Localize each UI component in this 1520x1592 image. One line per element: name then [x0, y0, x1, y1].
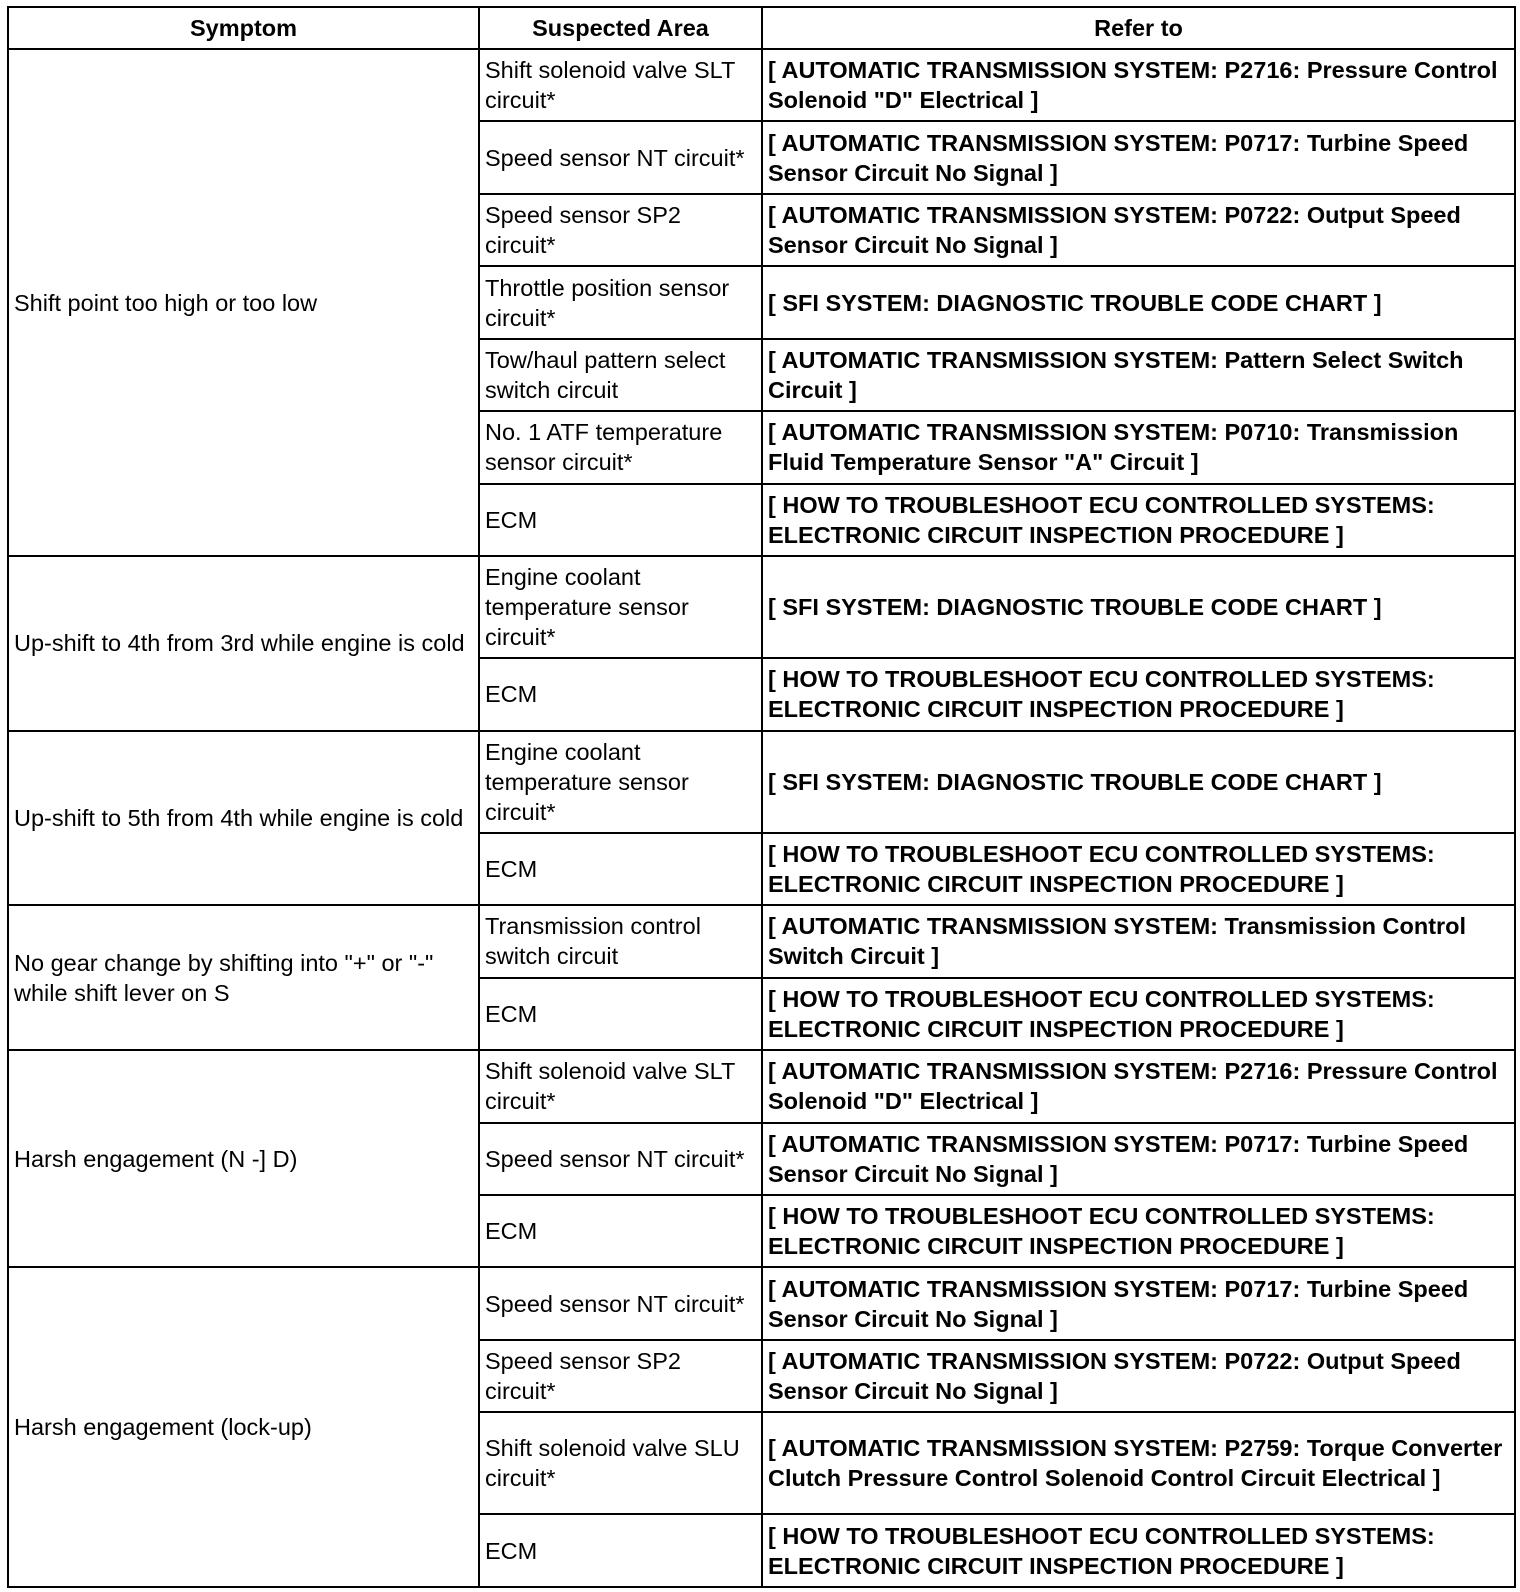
suspected-area-cell: ECM	[479, 1514, 762, 1587]
suspected-area-cell: Engine coolant temperature sensor circuit*	[479, 731, 762, 833]
troubleshooting-table	[7, 6, 1516, 1588]
table-row	[8, 1050, 1515, 1122]
header-symptom: Symptom	[8, 7, 479, 49]
table-row	[8, 49, 1515, 121]
refer-to-cell: [ AUTOMATIC TRANSMISSION SYSTEM: P2716: Pressure Control Solenoid "D" Electrical ]	[762, 1050, 1515, 1122]
suspected-area-cell: ECM	[479, 833, 762, 905]
table-row	[8, 731, 1515, 833]
suspected-area-cell: ECM	[479, 1195, 762, 1267]
table-row	[8, 905, 1515, 977]
refer-to-cell: [ HOW TO TROUBLESHOOT ECU CONTROLLED SYSTEMS: ELECTRONIC CIRCUIT INSPECTION PROCEDURE ]	[762, 978, 1515, 1050]
suspected-area-cell: ECM	[479, 658, 762, 730]
refer-to-cell: [ SFI SYSTEM: DIAGNOSTIC TROUBLE CODE CHART ]	[762, 731, 1515, 833]
suspected-area-cell: ECM	[479, 484, 762, 556]
refer-to-cell: [ AUTOMATIC TRANSMISSION SYSTEM: P0710: Transmission Fluid Temperature Sensor "A" Circuit ]	[762, 411, 1515, 483]
suspected-area-cell: Speed sensor NT circuit*	[479, 121, 762, 193]
suspected-area-cell: Tow/haul pattern select switch circuit	[479, 339, 762, 411]
refer-to-cell: [ SFI SYSTEM: DIAGNOSTIC TROUBLE CODE CHART ]	[762, 266, 1515, 338]
refer-to-cell: [ AUTOMATIC TRANSMISSION SYSTEM: Transmission Control Switch Circuit ]	[762, 905, 1515, 977]
refer-to-cell: [ SFI SYSTEM: DIAGNOSTIC TROUBLE CODE CHART ]	[762, 556, 1515, 658]
symptom-cell: Harsh engagement (lock-up)	[8, 1267, 479, 1587]
suspected-area-cell: Shift solenoid valve SLT circuit*	[479, 1050, 762, 1122]
refer-to-cell: [ HOW TO TROUBLESHOOT ECU CONTROLLED SYSTEMS: ELECTRONIC CIRCUIT INSPECTION PROCEDURE ]	[762, 484, 1515, 556]
table-row	[8, 556, 1515, 658]
header-refer-to: Refer to	[762, 7, 1515, 49]
refer-to-cell: [ HOW TO TROUBLESHOOT ECU CONTROLLED SYSTEMS: ELECTRONIC CIRCUIT INSPECTION PROCEDURE ]	[762, 1514, 1515, 1587]
suspected-area-cell: Shift solenoid valve SLU circuit*	[479, 1412, 762, 1514]
symptom-cell: Shift point too high or too low	[8, 49, 479, 556]
suspected-area-cell: Speed sensor NT circuit*	[479, 1123, 762, 1195]
refer-to-cell: [ AUTOMATIC TRANSMISSION SYSTEM: P2759: Torque Converter Clutch Pressure Control Solenoid Control Circuit Electrical ]	[762, 1412, 1515, 1514]
refer-to-cell: [ AUTOMATIC TRANSMISSION SYSTEM: P0722: Output Speed Sensor Circuit No Signal ]	[762, 194, 1515, 266]
suspected-area-cell: Speed sensor NT circuit*	[479, 1267, 762, 1339]
refer-to-cell: [ AUTOMATIC TRANSMISSION SYSTEM: Pattern Select Switch Circuit ]	[762, 339, 1515, 411]
symptom-cell: Harsh engagement (N -] D)	[8, 1050, 479, 1267]
suspected-area-cell: Shift solenoid valve SLT circuit*	[479, 49, 762, 121]
suspected-area-cell: Speed sensor SP2 circuit*	[479, 194, 762, 266]
refer-to-cell: [ HOW TO TROUBLESHOOT ECU CONTROLLED SYSTEMS: ELECTRONIC CIRCUIT INSPECTION PROCEDURE ]	[762, 1195, 1515, 1267]
symptom-cell: No gear change by shifting into "+" or "-" while shift lever on S	[8, 905, 479, 1050]
suspected-area-cell: Speed sensor SP2 circuit*	[479, 1340, 762, 1412]
suspected-area-cell: Engine coolant temperature sensor circuit*	[479, 556, 762, 658]
suspected-area-cell: Transmission control switch circuit	[479, 905, 762, 977]
header-suspected-area: Suspected Area	[479, 7, 762, 49]
refer-to-cell: [ AUTOMATIC TRANSMISSION SYSTEM: P2716: Pressure Control Solenoid "D" Electrical ]	[762, 49, 1515, 121]
refer-to-cell: [ AUTOMATIC TRANSMISSION SYSTEM: P0722: Output Speed Sensor Circuit No Signal ]	[762, 1340, 1515, 1412]
suspected-area-cell: Throttle position sensor circuit*	[479, 266, 762, 338]
refer-to-cell: [ AUTOMATIC TRANSMISSION SYSTEM: P0717: Turbine Speed Sensor Circuit No Signal ]	[762, 1123, 1515, 1195]
header-row	[8, 7, 1515, 49]
refer-to-cell: [ AUTOMATIC TRANSMISSION SYSTEM: P0717: Turbine Speed Sensor Circuit No Signal ]	[762, 1267, 1515, 1339]
table-row	[8, 1267, 1515, 1339]
symptom-cell: Up-shift to 4th from 3rd while engine is cold	[8, 556, 479, 731]
refer-to-cell: [ HOW TO TROUBLESHOOT ECU CONTROLLED SYSTEMS: ELECTRONIC CIRCUIT INSPECTION PROCEDURE ]	[762, 658, 1515, 730]
suspected-area-cell: ECM	[479, 978, 762, 1050]
refer-to-cell: [ HOW TO TROUBLESHOOT ECU CONTROLLED SYSTEMS: ELECTRONIC CIRCUIT INSPECTION PROCEDURE ]	[762, 833, 1515, 905]
symptom-cell: Up-shift to 5th from 4th while engine is cold	[8, 731, 479, 906]
refer-to-cell: [ AUTOMATIC TRANSMISSION SYSTEM: P0717: Turbine Speed Sensor Circuit No Signal ]	[762, 121, 1515, 193]
suspected-area-cell: No. 1 ATF temperature sensor circuit*	[479, 411, 762, 483]
